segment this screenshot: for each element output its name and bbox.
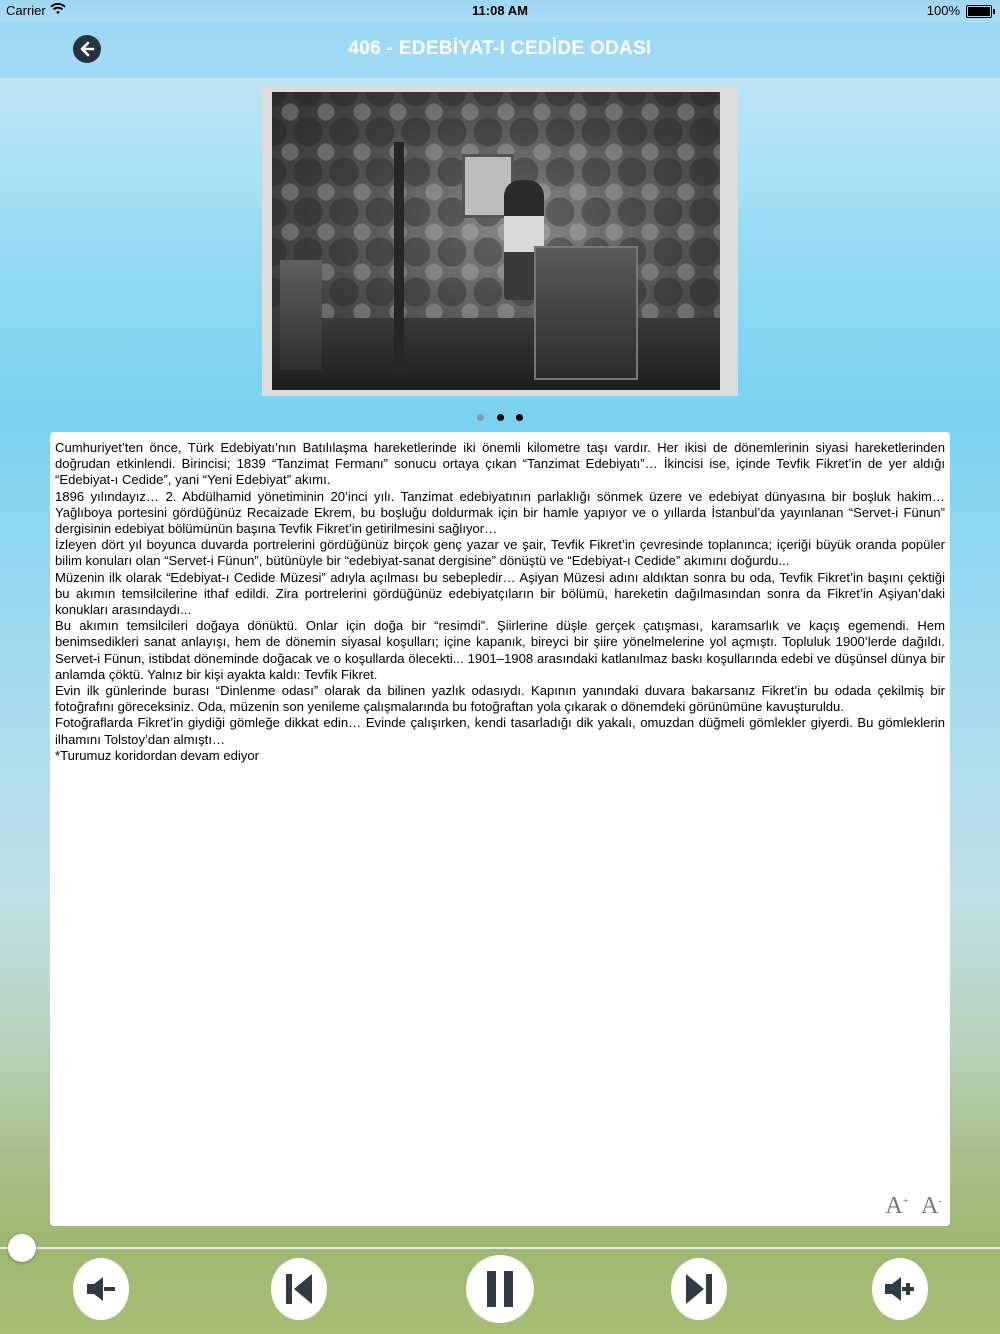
article-paragraph: Cumhuriyet’ten önce, Türk Edebiyatı’nın Batılılaşma hareketlerinde iki önemli kilometre taşı vardır. Her ikisi de dönemlerinin siyasi hareketlerinden doğrudan etkinlendi. Birincisi; 1839 “Tanzimat Fermanı” sonucu ortaya çıkan “Tanzimat Edebiyatı”… İkincisi ise, içinde Tevfik Fikret’in de yer aldığı “Edebiyat-ı Cedide”, yani “Yeni Edebiyat” akımı. [55,440,945,488]
photo-floor [272,318,720,390]
carrier-label: Carrier [6,3,46,18]
article-paragraph: *Turumuz koridordan devam ediyor [55,747,260,763]
font-decrease-sup: - [938,1195,942,1207]
font-decrease-button[interactable] [921,1193,942,1220]
photo-stand [394,142,404,372]
font-decrease-label: A [920,1193,939,1219]
page-indicator[interactable] [0,408,1000,418]
volume-down-button[interactable] [73,1258,129,1320]
skip-back-icon [282,1271,316,1307]
page-dot-1[interactable] [477,414,484,421]
font-increase-button[interactable] [885,1193,909,1220]
page-dot-2[interactable] [497,414,504,421]
photo-chair-left [280,260,322,370]
article-panel[interactable] [50,432,950,1226]
next-button[interactable] [671,1258,727,1320]
pause-icon [483,1269,517,1309]
article-text [55,440,945,764]
historic-room-photo [272,92,720,390]
article-paragraph: Müzenin ilk olarak “Edebiyat-ı Cedide Müzesi” adıyla açılması bu sebepledir… Aşiyan Müzesi adını aldıktan sonra bu oda, Tevfik Fikret’in başını çektiği bu akımın temsilcilerine ithaf edildi. Zira portrelerini gördüğünüz edebiyatçıların bir bölümü, hareketin dağılmasından sonra da Fikret’in Aşiyan’daki konukları arasındaydı... [55,569,945,618]
photo-chair [534,246,638,380]
font-increase-sup: + [902,1195,909,1207]
previous-button[interactable] [271,1258,327,1320]
font-size-controls [885,1194,942,1220]
article-paragraph: İzleyen dört yıl boyunca duvarda portrelerini gördüğünüz birçok genç yazar ve şair, Tevfik Fikret’in çevresinde toplanınca; içeriği büyük oranda popüler bilim konuları olan “Servet-i Fünun”, bütünüyle bir “edebiyat-sanat dergisine” dönüştü ve “Edebiyat-ı Cedide” akımını doğurdu... [55,537,945,569]
skip-forward-icon [682,1271,716,1307]
article-paragraph: Bu akımın temsilcileri doğaya dönüktü. Onlar için doğa bir “resimdi”. Şiirlerine düşle gerçek çatışması, karamsarlık ve kaçış egemendi. Hem benimsedikleri sanat anlayışı, hem de dönemin siyasal koşulları; içine kapanık, bireyci bir şiire yönelmelerine yol açmıştı. Topluluk 1900’lerde dağıldı. Servet-i Fünun, istibdat döneminde doğacak ve o koşullarda ölecekti... 1901–1908 arasındaki katlanılmaz baskı koşullarında edebi ve düşünsel dünya bir anlamda çöktü. Yalnız bir kişi ayakta kaldı: Tevfik Fikret. [55,618,945,682]
font-increase-label: A [885,1193,903,1219]
article-paragraph: Evin ilk günlerinde burası “Dinlenme odası” olarak da bilinen yazlık odasıydı. Kapının yanındaki duvara bakarsanız Fikret’in bu odada çekilmiş bir fotoğrafını göreceksiniz. Oda, müzenin son yenileme çalışmalarında bu fotoğraftan yola çıkarak o dönemdeki görünümüne kavuşturuldu. [55,683,945,715]
pause-button[interactable] [466,1255,534,1323]
player-controls [0,1258,1000,1324]
volume-up-button[interactable] [872,1258,928,1320]
volume-up-icon [883,1274,917,1304]
audio-progress-slider[interactable] [0,1240,1000,1256]
status-bar [0,0,1000,22]
battery-percent: 100% [926,3,960,18]
article-paragraph: Fotoğraflarda Fikret’in giydiği gömleğe dikkat edin… Evinde çalışırken, kendi tasarladığı dik yakalı, omuzdan düğmeli gömlekler giyerdi. Bu gömleklerin ilhamını Tolstoy’dan almıştı… [55,715,945,747]
clock: 11:08 AM [472,3,528,18]
photo-gallery[interactable] [262,86,738,396]
page-dot-3[interactable] [516,414,523,421]
page-title: 406 - EDEBİYAT-I CEDİDE ODASI [348,38,652,59]
slider-track[interactable] [0,1247,1000,1249]
article-paragraph: 1896 yılındayız… 2. Abdülhamid yönetiminin 20’inci yılı. Tanzimat edebiyatının parlaklığı sönmek üzere ve edebiyat dünyasına bir boşluk hakim… Yağlıboya portesini gördüğünüz Recaizade Ekrem, bu boşluğu doldurmak için bir hamle yapıyor ve o yıllarda İstanbul’da yayınlanan “Servet-i Fünun” dergisinin edebiyat bölümünün başına Tevfik Fikret’in getirilmesini sağlıyor… [55,488,945,537]
battery-icon [966,5,992,18]
volume-down-icon [84,1274,118,1304]
nav-bar [0,22,1000,78]
